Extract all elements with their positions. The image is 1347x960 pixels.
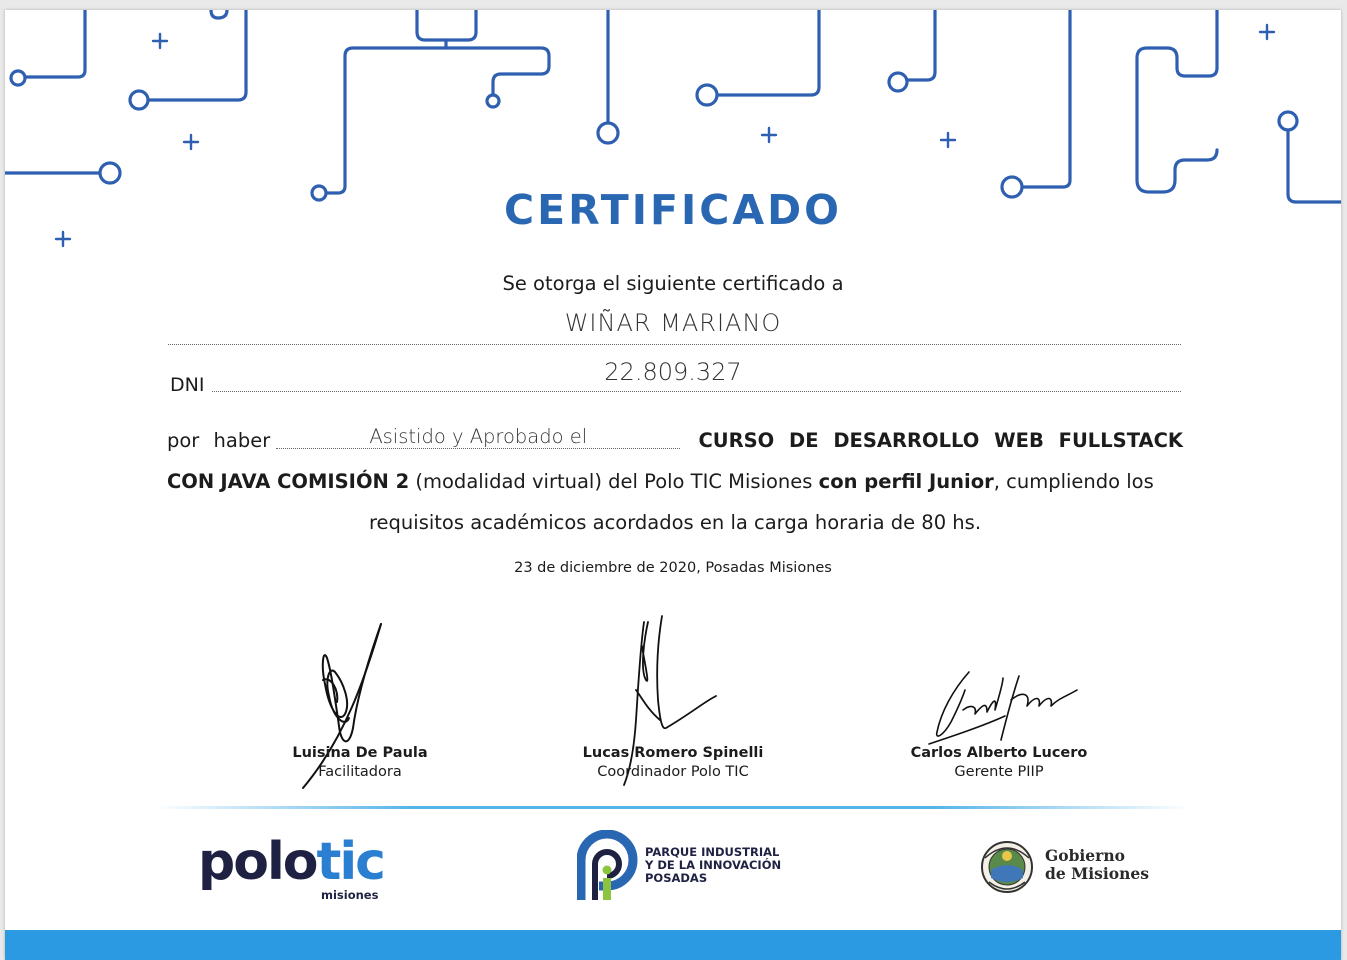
- piip-text: [645, 846, 781, 885]
- course-name-line1: CURSO DE DESARROLLO WEB FULLSTACK CON: [167, 429, 1183, 493]
- name-underline: [168, 344, 1181, 345]
- dni-underline: [212, 391, 1181, 392]
- piip-line2: Y DE LA INNOVACIÓN: [645, 858, 782, 872]
- por-haber-label: por haber: [167, 429, 271, 452]
- gobierno-line2: de Misiones: [1045, 864, 1149, 883]
- signer-role: Gerente PIIP: [954, 764, 1044, 780]
- recipient-name: WIÑAR MARIANO: [564, 309, 782, 337]
- signer-name: Lucas Romero Spinelli: [582, 745, 764, 761]
- profile-text: con perfil Junior: [818, 470, 994, 493]
- signer-role: Facilitadora: [318, 764, 402, 780]
- signature-block-2: [543, 744, 803, 782]
- signature-block-3: [869, 744, 1129, 782]
- footer-divider: [155, 806, 1191, 809]
- piip-logo: [577, 830, 639, 902]
- requisitos-text: requisitos académicos acordados en la carga horaria de 80 hs.: [368, 511, 982, 534]
- misiones-seal-icon: [979, 838, 1035, 896]
- dni-label: DNI: [170, 374, 205, 396]
- polotic-wordmark-part1: polo: [198, 832, 317, 892]
- polotic-subtitle: misiones: [321, 888, 379, 902]
- modalidad-text: (modalidad virtual) del Polo TIC Misiones: [409, 470, 819, 493]
- certificate-body: [167, 420, 1183, 543]
- signature-block-1: [230, 744, 490, 782]
- cumpliendo-text: , cumpliendo los: [993, 470, 1154, 493]
- footer-bar: [5, 930, 1341, 960]
- polotic-wordmark-part2: tic: [316, 832, 385, 892]
- dni-value: 22.809.327: [604, 358, 742, 386]
- signer-name: Carlos Alberto Lucero: [910, 745, 1088, 761]
- attendance-status: Asistido y Aprobado el: [276, 426, 680, 449]
- piip-line3: POSADAS: [645, 871, 708, 885]
- piip-line1: PARQUE INDUSTRIAL: [645, 845, 780, 859]
- signer-role: Coordinador Polo TIC: [597, 764, 749, 780]
- signer-name: Luisina De Paula: [292, 745, 428, 761]
- gobierno-line1: Gobierno: [1045, 846, 1125, 865]
- certificate-title: CERTIFICADO: [503, 186, 843, 234]
- course-name-line2: JAVA COMISIÓN 2: [220, 470, 410, 493]
- gobierno-text: [1045, 847, 1149, 883]
- date-place: 23 de diciembre de 2020, Posadas Misiones: [514, 560, 832, 576]
- certificate-intro: Se otorga el siguiente certificado a: [502, 272, 844, 295]
- signature-carlos: [923, 660, 1083, 750]
- certificate-page: [5, 10, 1341, 960]
